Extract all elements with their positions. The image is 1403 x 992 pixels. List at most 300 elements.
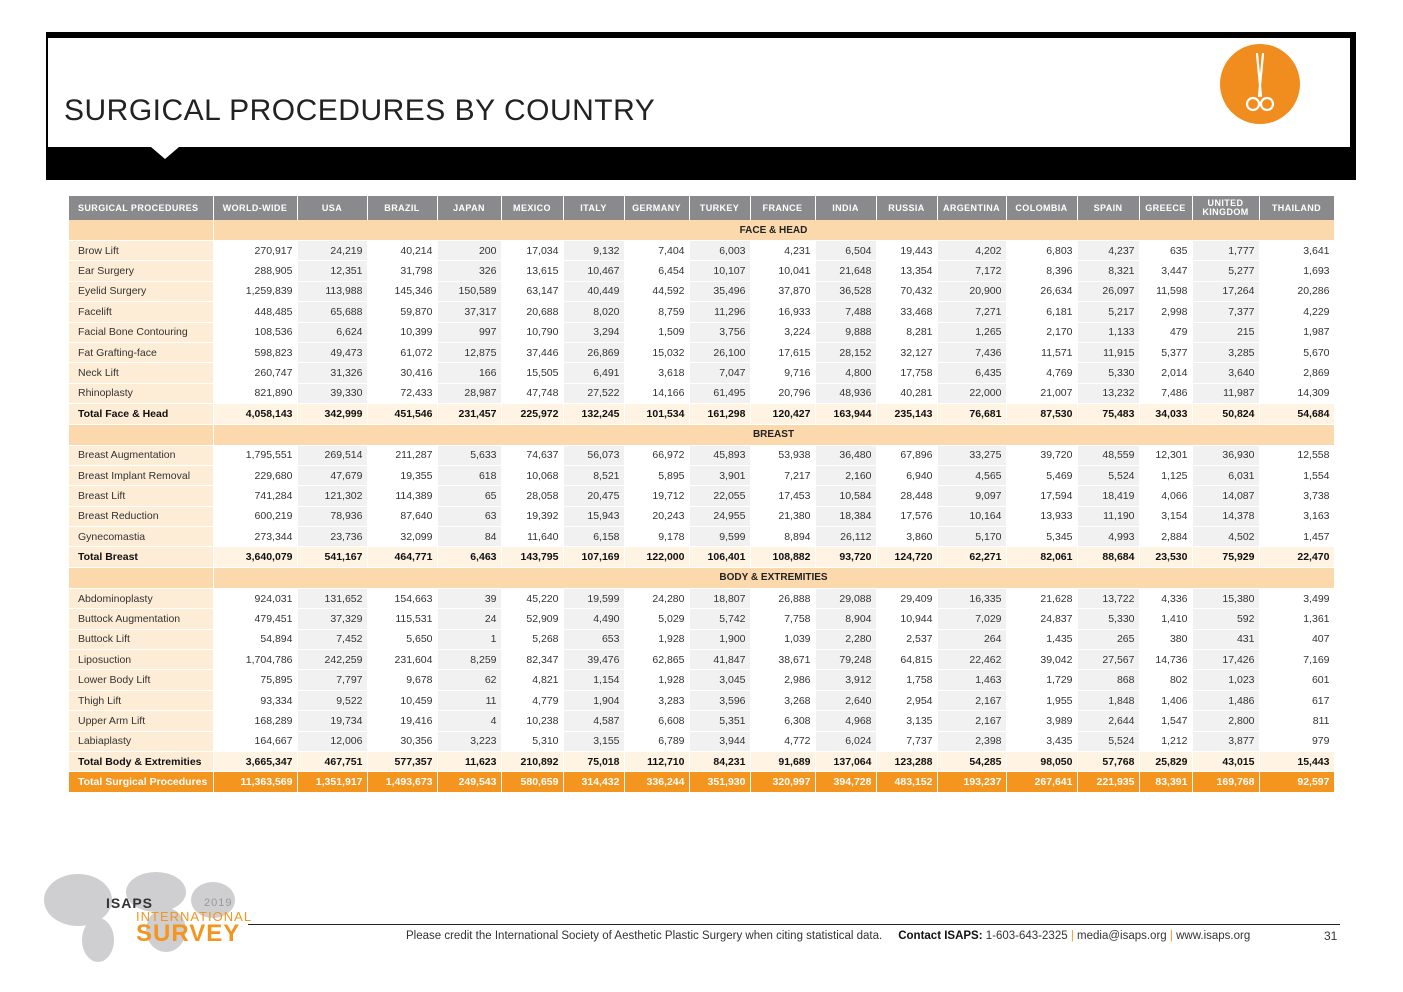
table-cell: 9,678 [367, 670, 437, 690]
logo-survey: SURVEY [136, 920, 241, 947]
table-cell: 24,219 [297, 241, 367, 261]
table-cell: 11,190 [1077, 506, 1139, 526]
table-cell: 49,473 [297, 342, 367, 362]
table-cell: 1,848 [1077, 690, 1139, 710]
section-blank [69, 220, 213, 241]
table-cell: 8,904 [815, 609, 876, 629]
table-cell: 164,667 [213, 731, 297, 751]
table-cell: 4,490 [563, 609, 624, 629]
table-cell: 4,821 [501, 670, 563, 690]
table-cell: 28,987 [437, 383, 501, 403]
table-cell: 8,259 [437, 650, 501, 670]
table-row [69, 261, 1334, 281]
table-cell: 3,135 [876, 711, 937, 731]
table-body [69, 220, 1334, 793]
table-cell: 249,543 [437, 772, 501, 793]
table-cell: 3,294 [563, 322, 624, 342]
table-cell: 821,890 [213, 383, 297, 403]
header-notch [151, 147, 179, 159]
table-row [69, 527, 1334, 547]
column-header-country: JAPAN [437, 196, 501, 220]
table-cell: 231,457 [437, 404, 501, 424]
table-cell: 11,296 [689, 302, 750, 322]
footer-website[interactable]: www.isaps.org [1176, 930, 1251, 942]
table-cell: 12,875 [437, 342, 501, 362]
footer-credit-text: Please credit the International Society of Aesthetic Plastic Surgery when citing statistical data. [406, 930, 883, 942]
table-cell: 10,238 [501, 711, 563, 731]
table-cell: 36,930 [1192, 445, 1259, 465]
table-cell: 18,384 [815, 506, 876, 526]
table-cell: 6,158 [563, 527, 624, 547]
table-cell: 9,716 [750, 363, 815, 383]
table-cell: 225,972 [501, 404, 563, 424]
table-cell: 12,301 [1139, 445, 1192, 465]
table-row [69, 363, 1334, 383]
table-cell: 802 [1139, 670, 1192, 690]
table-cell: 19,734 [297, 711, 367, 731]
table-cell: 1,987 [1259, 322, 1334, 342]
table-cell: 4,058,143 [213, 404, 297, 424]
table-cell: 3,154 [1139, 506, 1192, 526]
table-cell: 106,401 [689, 547, 750, 567]
table-cell: 997 [437, 322, 501, 342]
table-cell: 2,167 [937, 690, 1006, 710]
table-cell: 48,936 [815, 383, 876, 403]
table-cell: 653 [563, 629, 624, 649]
table-cell: 3,499 [1259, 588, 1334, 608]
table-cell: 1,758 [876, 670, 937, 690]
table-cell: 30,356 [367, 731, 437, 751]
table-cell: 8,281 [876, 322, 937, 342]
row-label: Upper Arm Lift [69, 711, 213, 731]
table-cell: 7,758 [750, 609, 815, 629]
column-header-country: ITALY [563, 196, 624, 220]
table-cell: 326 [437, 261, 501, 281]
table-cell: 5,277 [1192, 261, 1259, 281]
table-cell: 41,847 [689, 650, 750, 670]
table-cell: 20,796 [750, 383, 815, 403]
table-cell: 24 [437, 609, 501, 629]
table-cell: 5,351 [689, 711, 750, 731]
table-cell: 1,547 [1139, 711, 1192, 731]
table-cell: 87,530 [1006, 404, 1077, 424]
table-row [69, 465, 1334, 485]
row-label: Facelift [69, 302, 213, 322]
table-cell: 19,355 [367, 465, 437, 485]
table-cell: 23,530 [1139, 547, 1192, 567]
table-cell: 11,363,569 [213, 772, 297, 793]
table-cell: 10,459 [367, 690, 437, 710]
table-cell: 273,344 [213, 527, 297, 547]
table-cell: 30,416 [367, 363, 437, 383]
table-cell: 4,229 [1259, 302, 1334, 322]
table-cell: 26,869 [563, 342, 624, 362]
table-cell: 13,354 [876, 261, 937, 281]
table-cell: 3,223 [437, 731, 501, 751]
table-cell: 467,751 [297, 751, 367, 771]
table-cell: 82,061 [1006, 547, 1077, 567]
table-cell: 1,212 [1139, 731, 1192, 751]
table-cell: 9,097 [937, 486, 1006, 506]
table-cell: 1,154 [563, 670, 624, 690]
table-cell: 2,167 [937, 711, 1006, 731]
table-cell: 3,756 [689, 322, 750, 342]
table-cell: 47,679 [297, 465, 367, 485]
table-cell: 600,219 [213, 506, 297, 526]
row-label: Breast Reduction [69, 506, 213, 526]
table-cell: 4,202 [937, 241, 1006, 261]
table-cell: 1,125 [1139, 465, 1192, 485]
table-header-row [69, 196, 1334, 220]
table-cell: 13,722 [1077, 588, 1139, 608]
table-cell: 21,628 [1006, 588, 1077, 608]
table-cell: 67,896 [876, 445, 937, 465]
table-cell: 21,380 [750, 506, 815, 526]
footer-contact-label: Contact ISAPS: [898, 930, 983, 942]
table-cell: 2,884 [1139, 527, 1192, 547]
table-cell: 7,029 [937, 609, 1006, 629]
table-cell: 131,652 [297, 588, 367, 608]
column-header-country: WORLD-WIDE [213, 196, 297, 220]
table-cell: 21,648 [815, 261, 876, 281]
table-cell: 1,351,917 [297, 772, 367, 793]
table-cell: 448,485 [213, 302, 297, 322]
table-cell: 314,432 [563, 772, 624, 793]
table-cell: 10,164 [937, 506, 1006, 526]
table-cell: 451,546 [367, 404, 437, 424]
table-cell: 6,024 [815, 731, 876, 751]
row-label: Rhinoplasty [69, 383, 213, 403]
table-cell: 2,537 [876, 629, 937, 649]
table-cell: 36,480 [815, 445, 876, 465]
row-label: Breast Lift [69, 486, 213, 506]
row-label: Eyelid Surgery [69, 281, 213, 301]
table-cell: 5,330 [1077, 609, 1139, 629]
table-cell: 59,870 [367, 302, 437, 322]
section-total-row [69, 547, 1334, 567]
table-cell: 6,031 [1192, 465, 1259, 485]
table-cell: 9,178 [624, 527, 689, 547]
table-cell: 1,493,673 [367, 772, 437, 793]
table-cell: 88,684 [1077, 547, 1139, 567]
table-cell: 1,777 [1192, 241, 1259, 261]
table-cell: 6,435 [937, 363, 1006, 383]
table-cell: 22,470 [1259, 547, 1334, 567]
header-bottom-bar [46, 147, 1356, 180]
table-cell: 120,427 [750, 404, 815, 424]
column-header-country: MEXICO [501, 196, 563, 220]
table-cell: 47,748 [501, 383, 563, 403]
header-top-bar [46, 32, 1356, 38]
table-cell: 26,888 [750, 588, 815, 608]
table-cell: 3,435 [1006, 731, 1077, 751]
table-cell: 242,259 [297, 650, 367, 670]
section-title: FACE & HEAD [213, 220, 1334, 241]
table-cell: 5,310 [501, 731, 563, 751]
table-cell: 14,736 [1139, 650, 1192, 670]
table-cell: 17,758 [876, 363, 937, 383]
table-row [69, 342, 1334, 362]
table-cell: 1,955 [1006, 690, 1077, 710]
table-cell: 54,684 [1259, 404, 1334, 424]
table-cell: 2,986 [750, 670, 815, 690]
table-cell: 20,286 [1259, 281, 1334, 301]
table-cell: 11,571 [1006, 342, 1077, 362]
table-cell: 15,943 [563, 506, 624, 526]
table-cell: 5,217 [1077, 302, 1139, 322]
column-header-country: FRANCE [750, 196, 815, 220]
table-cell: 6,608 [624, 711, 689, 731]
table-cell: 12,558 [1259, 445, 1334, 465]
table-cell: 5,170 [937, 527, 1006, 547]
column-header-country: GREECE [1139, 196, 1192, 220]
row-label: Total Breast [69, 547, 213, 567]
table-cell: 17,034 [501, 241, 563, 261]
table-cell: 592 [1192, 609, 1259, 629]
table-cell: 93,720 [815, 547, 876, 567]
table-cell: 3,596 [689, 690, 750, 710]
row-label: Buttock Augmentation [69, 609, 213, 629]
table-cell: 107,169 [563, 547, 624, 567]
table-row [69, 650, 1334, 670]
table-cell: 113,988 [297, 281, 367, 301]
table-cell: 3,738 [1259, 486, 1334, 506]
table-cell: 39,042 [1006, 650, 1077, 670]
table-cell: 4,231 [750, 241, 815, 261]
table-cell: 1,693 [1259, 261, 1334, 281]
table-cell: 34,033 [1139, 404, 1192, 424]
table-cell: 11 [437, 690, 501, 710]
table-cell: 32,099 [367, 527, 437, 547]
table-cell: 121,302 [297, 486, 367, 506]
table-cell: 123,288 [876, 751, 937, 771]
table-cell: 211,287 [367, 445, 437, 465]
table-cell: 3,285 [1192, 342, 1259, 362]
column-header-country: BRAZIL [367, 196, 437, 220]
table-cell: 169,768 [1192, 772, 1259, 793]
table-row [69, 302, 1334, 322]
table-cell: 20,475 [563, 486, 624, 506]
table-cell: 342,999 [297, 404, 367, 424]
table-cell: 163,944 [815, 404, 876, 424]
row-label: Total Surgical Procedures [69, 772, 213, 793]
table-cell: 464,771 [367, 547, 437, 567]
table-cell: 483,152 [876, 772, 937, 793]
procedures-table [69, 196, 1335, 793]
footer-email[interactable]: media@isaps.org [1077, 930, 1167, 942]
table-cell: 72,433 [367, 383, 437, 403]
table-cell: 2,800 [1192, 711, 1259, 731]
table-cell: 479,451 [213, 609, 297, 629]
table-cell: 4,993 [1077, 527, 1139, 547]
table-cell: 21,007 [1006, 383, 1077, 403]
table-cell: 23,736 [297, 527, 367, 547]
table-cell: 394,728 [815, 772, 876, 793]
table-cell: 61,072 [367, 342, 437, 362]
table-cell: 7,488 [815, 302, 876, 322]
table-cell: 3,155 [563, 731, 624, 751]
table-cell: 1,486 [1192, 690, 1259, 710]
table-cell: 91,689 [750, 751, 815, 771]
table-cell: 20,688 [501, 302, 563, 322]
table-cell: 2,160 [815, 465, 876, 485]
table-cell: 580,659 [501, 772, 563, 793]
section-title: BREAST [213, 424, 1334, 445]
table-cell: 2,998 [1139, 302, 1192, 322]
table-cell: 1,410 [1139, 609, 1192, 629]
table-cell: 5,633 [437, 445, 501, 465]
table-cell: 37,329 [297, 609, 367, 629]
table-cell: 115,531 [367, 609, 437, 629]
table-cell: 62,271 [937, 547, 1006, 567]
table-cell: 4,772 [750, 731, 815, 751]
table-cell: 1,928 [624, 629, 689, 649]
table-cell: 2,869 [1259, 363, 1334, 383]
grand-total-row [69, 772, 1334, 793]
table-cell: 5,268 [501, 629, 563, 649]
table-cell: 4,502 [1192, 527, 1259, 547]
row-label: Ear Surgery [69, 261, 213, 281]
table-cell: 7,737 [876, 731, 937, 751]
table-cell: 36,528 [815, 281, 876, 301]
table-cell: 8,020 [563, 302, 624, 322]
table-cell: 2,170 [1006, 322, 1077, 342]
table-cell: 231,604 [367, 650, 437, 670]
table-cell: 10,790 [501, 322, 563, 342]
table-cell: 70,432 [876, 281, 937, 301]
table-cell: 13,615 [501, 261, 563, 281]
table-cell: 19,416 [367, 711, 437, 731]
row-label: Brow Lift [69, 241, 213, 261]
footer-separator: | [1169, 930, 1173, 942]
table-cell: 6,504 [815, 241, 876, 261]
table-cell: 18,807 [689, 588, 750, 608]
table-cell: 11,915 [1077, 342, 1139, 362]
table-cell: 4,565 [937, 465, 1006, 485]
table-cell: 320,997 [750, 772, 815, 793]
table-cell: 19,443 [876, 241, 937, 261]
table-row [69, 690, 1334, 710]
table-cell: 114,389 [367, 486, 437, 506]
column-header-country: UNITED KINGDOM [1192, 196, 1259, 220]
table-cell: 7,047 [689, 363, 750, 383]
table-cell: 3,989 [1006, 711, 1077, 731]
table-cell: 267,641 [1006, 772, 1077, 793]
table-cell: 108,536 [213, 322, 297, 342]
table-cell: 2,280 [815, 629, 876, 649]
row-label: Facial Bone Contouring [69, 322, 213, 342]
table-cell: 3,268 [750, 690, 815, 710]
table-cell: 210,892 [501, 751, 563, 771]
table-cell: 84 [437, 527, 501, 547]
table-cell: 29,088 [815, 588, 876, 608]
table-cell: 7,436 [937, 342, 1006, 362]
table-cell: 37,317 [437, 302, 501, 322]
table-cell: 56,073 [563, 445, 624, 465]
table-cell: 54,894 [213, 629, 297, 649]
table-cell: 40,449 [563, 281, 624, 301]
table-cell: 14,378 [1192, 506, 1259, 526]
table-cell: 5,029 [624, 609, 689, 629]
table-cell: 84,231 [689, 751, 750, 771]
column-header-country: TURKEY [689, 196, 750, 220]
footer-divider [248, 924, 1340, 925]
section-header-row [69, 567, 1334, 588]
table-cell: 1,133 [1077, 322, 1139, 342]
table-row [69, 506, 1334, 526]
section-title: BODY & EXTREMITIES [213, 567, 1334, 588]
table-cell: 20,900 [937, 281, 1006, 301]
table-cell: 4,066 [1139, 486, 1192, 506]
table-cell: 6,181 [1006, 302, 1077, 322]
table-cell: 143,795 [501, 547, 563, 567]
table-cell: 7,217 [750, 465, 815, 485]
table-cell: 7,377 [1192, 302, 1259, 322]
table-cell: 17,576 [876, 506, 937, 526]
table-cell: 5,670 [1259, 342, 1334, 362]
table-cell: 92,597 [1259, 772, 1334, 793]
table-cell: 4,769 [1006, 363, 1077, 383]
logo-international: INTERNATIONAL [136, 909, 253, 924]
table-cell: 3,447 [1139, 261, 1192, 281]
table-cell: 2,640 [815, 690, 876, 710]
table-cell: 1,039 [750, 629, 815, 649]
table-cell: 22,055 [689, 486, 750, 506]
table-cell: 63,147 [501, 281, 563, 301]
table-cell: 8,521 [563, 465, 624, 485]
table-cell: 14,166 [624, 383, 689, 403]
table-cell: 45,893 [689, 445, 750, 465]
row-label: Labiaplasty [69, 731, 213, 751]
table-cell: 15,380 [1192, 588, 1259, 608]
table-cell: 3,877 [1192, 731, 1259, 751]
row-label: Thigh Lift [69, 690, 213, 710]
table-cell: 979 [1259, 731, 1334, 751]
row-label: Total Face & Head [69, 404, 213, 424]
table-cell: 10,041 [750, 261, 815, 281]
table-cell: 150,589 [437, 281, 501, 301]
table-cell: 380 [1139, 629, 1192, 649]
table-row [69, 731, 1334, 751]
table-cell: 235,143 [876, 404, 937, 424]
table-cell: 62 [437, 670, 501, 690]
table-cell: 3,665,347 [213, 751, 297, 771]
table-cell: 2,644 [1077, 711, 1139, 731]
table-cell: 10,944 [876, 609, 937, 629]
table-cell: 19,712 [624, 486, 689, 506]
table-cell: 9,522 [297, 690, 367, 710]
table-cell: 5,524 [1077, 731, 1139, 751]
table-cell: 27,522 [563, 383, 624, 403]
table-cell: 7,169 [1259, 650, 1334, 670]
table-cell: 8,894 [750, 527, 815, 547]
table-cell: 16,335 [937, 588, 1006, 608]
table-cell: 635 [1139, 241, 1192, 261]
table-cell: 10,467 [563, 261, 624, 281]
table-cell: 1,265 [937, 322, 1006, 342]
table-cell: 39,720 [1006, 445, 1077, 465]
table-cell: 1,406 [1139, 690, 1192, 710]
table-cell: 3,283 [624, 690, 689, 710]
table-cell: 10,107 [689, 261, 750, 281]
table-cell: 75,018 [563, 751, 624, 771]
column-header-country: GERMANY [624, 196, 689, 220]
table-cell: 44,592 [624, 281, 689, 301]
table-cell: 9,599 [689, 527, 750, 547]
table-cell: 741,284 [213, 486, 297, 506]
table-cell: 20,243 [624, 506, 689, 526]
scissors-icon [1220, 44, 1300, 124]
